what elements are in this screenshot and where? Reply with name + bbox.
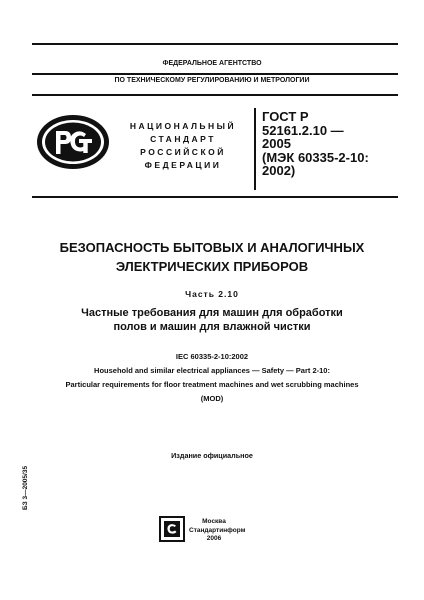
modification-mark: (MOD) <box>200 394 224 403</box>
international-reference <box>0 350 424 406</box>
side-code: БЗ 3—2005/35 <box>22 465 29 510</box>
designation-line-3: 2005 <box>262 136 291 151</box>
iec-code: IEC 60335-2-10:2002 <box>175 352 249 361</box>
standard-line-3: РОССИЙСКОЙ <box>140 147 226 157</box>
part-number: Часть 2.10 <box>185 289 239 299</box>
standartinform-logo-icon <box>159 516 185 542</box>
designation-line-4: (МЭК 60335-2-10: <box>262 149 369 165</box>
subtitle-line-1: Частные требования для машин для обработки <box>81 307 343 319</box>
header-bottom-rule <box>32 94 398 96</box>
agency-line-2: ПО ТЕХНИЧЕСКОМУ РЕГУЛИРОВАНИЮ И МЕТРОЛОГИИ <box>114 77 310 84</box>
national-standard-block <box>112 120 254 172</box>
designation-line-5: 2002) <box>262 163 296 178</box>
document-title <box>0 238 424 276</box>
publisher-city: Москва <box>202 518 226 525</box>
standard-designation <box>262 110 412 178</box>
title-line-2: ЭЛЕКТРИЧЕСКИХ ПРИБОРОВ <box>115 259 309 274</box>
standard-line-4: ФЕДЕРАЦИИ <box>144 160 222 170</box>
designation-line-2: 52161.2.10 — <box>262 122 344 138</box>
edition-label: Издание официальное <box>171 451 253 460</box>
agency-divider <box>32 73 398 75</box>
designation-bottom-rule <box>32 196 398 198</box>
top-rule <box>32 43 398 45</box>
standard-line-1: НАЦИОНАЛЬНЫЙ <box>129 121 237 131</box>
publisher-name: Стандартинформ <box>189 526 246 534</box>
english-title-line-2: Particular requirements for floor treatment machines and wet scrubbing machines <box>65 380 359 389</box>
designation-line-1: ГОСТ Р <box>262 109 309 124</box>
standard-line-2: СТАНДАРТ <box>150 134 216 144</box>
publisher-year: 2006 <box>206 535 222 542</box>
agency-line-1: ФЕДЕРАЛЬНОЕ АГЕНТСТВО <box>162 60 262 67</box>
document-subtitle <box>0 306 424 334</box>
publisher-info <box>189 518 246 544</box>
english-title-line-1: Household and similar electrical appliances — Safety — Part 2-10: <box>94 366 330 375</box>
gost-r-logo-icon <box>34 112 112 172</box>
title-line-1: БЕЗОПАСНОСТЬ БЫТОВЫХ И АНАЛОГИЧНЫХ <box>59 240 365 255</box>
vertical-divider <box>254 108 256 190</box>
subtitle-line-2: полов и машин для влажной чистки <box>113 321 311 333</box>
